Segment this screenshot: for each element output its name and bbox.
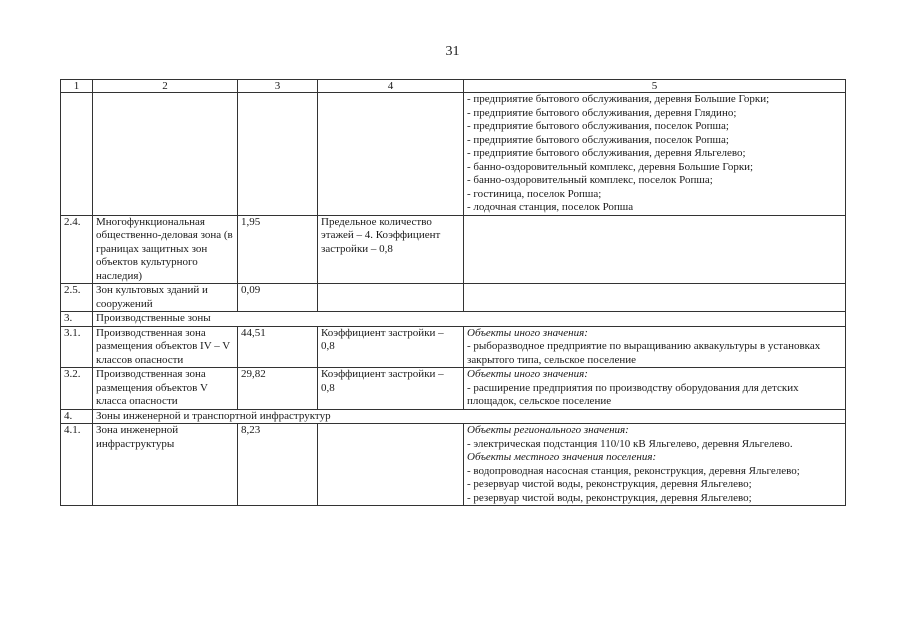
zone-area xyxy=(238,93,318,216)
object-list-item: - предприятие бытового обслуживания, поселок Ропша; xyxy=(467,120,729,132)
zone-objects xyxy=(464,215,846,284)
objects-category-heading: Объекты иного значения: xyxy=(467,326,588,339)
row-number: 3. xyxy=(61,312,93,327)
header-cell: 4 xyxy=(318,80,464,93)
section-row xyxy=(61,312,846,327)
zone-area: 0,09 xyxy=(238,284,318,312)
object-list-item: - расширение предприятия по производству оборудования для детских площадок, сельское поселение xyxy=(467,381,799,407)
header-cell: 2 xyxy=(93,80,238,93)
zone-parameters: Коэффициент застройки – 0,8 xyxy=(318,368,464,410)
row-number xyxy=(61,93,93,216)
section-title: Зоны инженерной и транспортной инфраструктур xyxy=(93,409,846,424)
object-list-item: - предприятие бытового обслуживания, деревня Глядино; xyxy=(467,106,737,119)
zone-name: Зон культовых зданий и сооружений xyxy=(93,284,238,312)
row-number: 2.4. xyxy=(61,215,93,284)
objects-category-heading: Объекты местного значения поселения: xyxy=(467,451,657,463)
zone-objects xyxy=(464,284,846,312)
object-list-item: - резервуар чистой воды, реконструкция, деревня Яльгелево; xyxy=(467,491,752,504)
object-list-item: - предприятие бытового обслуживания, поселок Ропша; xyxy=(467,133,729,146)
zone-parameters: Предельное количество этажей – 4. Коэффициент застройки – 0,8 xyxy=(318,215,464,284)
zone-name: Многофункциональная общественно-деловая зона (в границах защитных зон объектов культурного наследия) xyxy=(93,215,238,284)
object-list-item: - гостиница, поселок Ропша; xyxy=(467,187,602,200)
object-list-item: - рыборазводное предприятие по выращиванию аквакультуры в установках закрытого типа, сельское поселение xyxy=(467,340,821,366)
table-row xyxy=(61,215,846,284)
table-row xyxy=(61,368,846,410)
object-list-item: - лодочная станция, поселок Ропша xyxy=(467,201,634,213)
table-row xyxy=(61,93,846,216)
object-list-item: - электрическая подстанция 110/10 кВ Яльгелево, деревня Яльгелево. xyxy=(467,437,793,450)
table-row xyxy=(61,326,846,368)
row-number: 3.1. xyxy=(61,326,93,368)
section-row xyxy=(61,409,846,424)
row-number: 4. xyxy=(61,409,93,424)
row-number: 4.1. xyxy=(61,424,93,506)
objects-category-heading: Объекты регионального значения: xyxy=(467,424,629,436)
object-list-item: - банно-оздоровительный комплекс, поселок Ропша; xyxy=(467,174,713,186)
zone-objects xyxy=(464,93,846,216)
object-list-item: - предприятие бытового обслуживания, деревня Яльгелево; xyxy=(467,147,746,159)
zone-name xyxy=(93,93,238,216)
header-cell: 5 xyxy=(464,80,846,93)
zone-name: Зона инженерной инфраструктуры xyxy=(93,424,238,506)
zone-name: Производственная зона размещения объектов V класса опасности xyxy=(93,368,238,410)
table-row xyxy=(61,284,846,312)
zone-objects xyxy=(464,424,846,506)
zone-parameters: Коэффициент застройки – 0,8 xyxy=(318,326,464,368)
zone-objects xyxy=(464,326,846,368)
zone-parameters xyxy=(318,284,464,312)
zone-area: 8,23 xyxy=(238,424,318,506)
row-number: 3.2. xyxy=(61,368,93,410)
header-cell: 1 xyxy=(61,80,93,93)
zone-parameters xyxy=(318,424,464,506)
table-row xyxy=(61,424,846,506)
zone-area: 1,95 xyxy=(238,215,318,284)
object-list-item: - банно-оздоровительный комплекс, деревня Большие Горки; xyxy=(467,160,754,173)
row-number: 2.5. xyxy=(61,284,93,312)
zone-name: Производственная зона размещения объектов IV – V классов опасности xyxy=(93,326,238,368)
section-title: Производственные зоны xyxy=(93,312,846,327)
objects-category-heading: Объекты иного значения: xyxy=(467,368,588,380)
zone-area: 29,82 xyxy=(238,368,318,410)
table-header-row xyxy=(61,80,846,93)
object-list-item: - резервуар чистой воды, реконструкция, деревня Яльгелево; xyxy=(467,478,752,490)
page-number: 31 xyxy=(445,44,460,59)
zones-table xyxy=(60,79,846,506)
header-cell: 3 xyxy=(238,80,318,93)
object-list-item: - предприятие бытового обслуживания, деревня Большие Горки; xyxy=(467,93,770,105)
zone-parameters xyxy=(318,93,464,216)
zone-objects xyxy=(464,368,846,410)
object-list-item: - водопроводная насосная станция, реконструкция, деревня Яльгелево; xyxy=(467,464,800,477)
zone-area: 44,51 xyxy=(238,326,318,368)
